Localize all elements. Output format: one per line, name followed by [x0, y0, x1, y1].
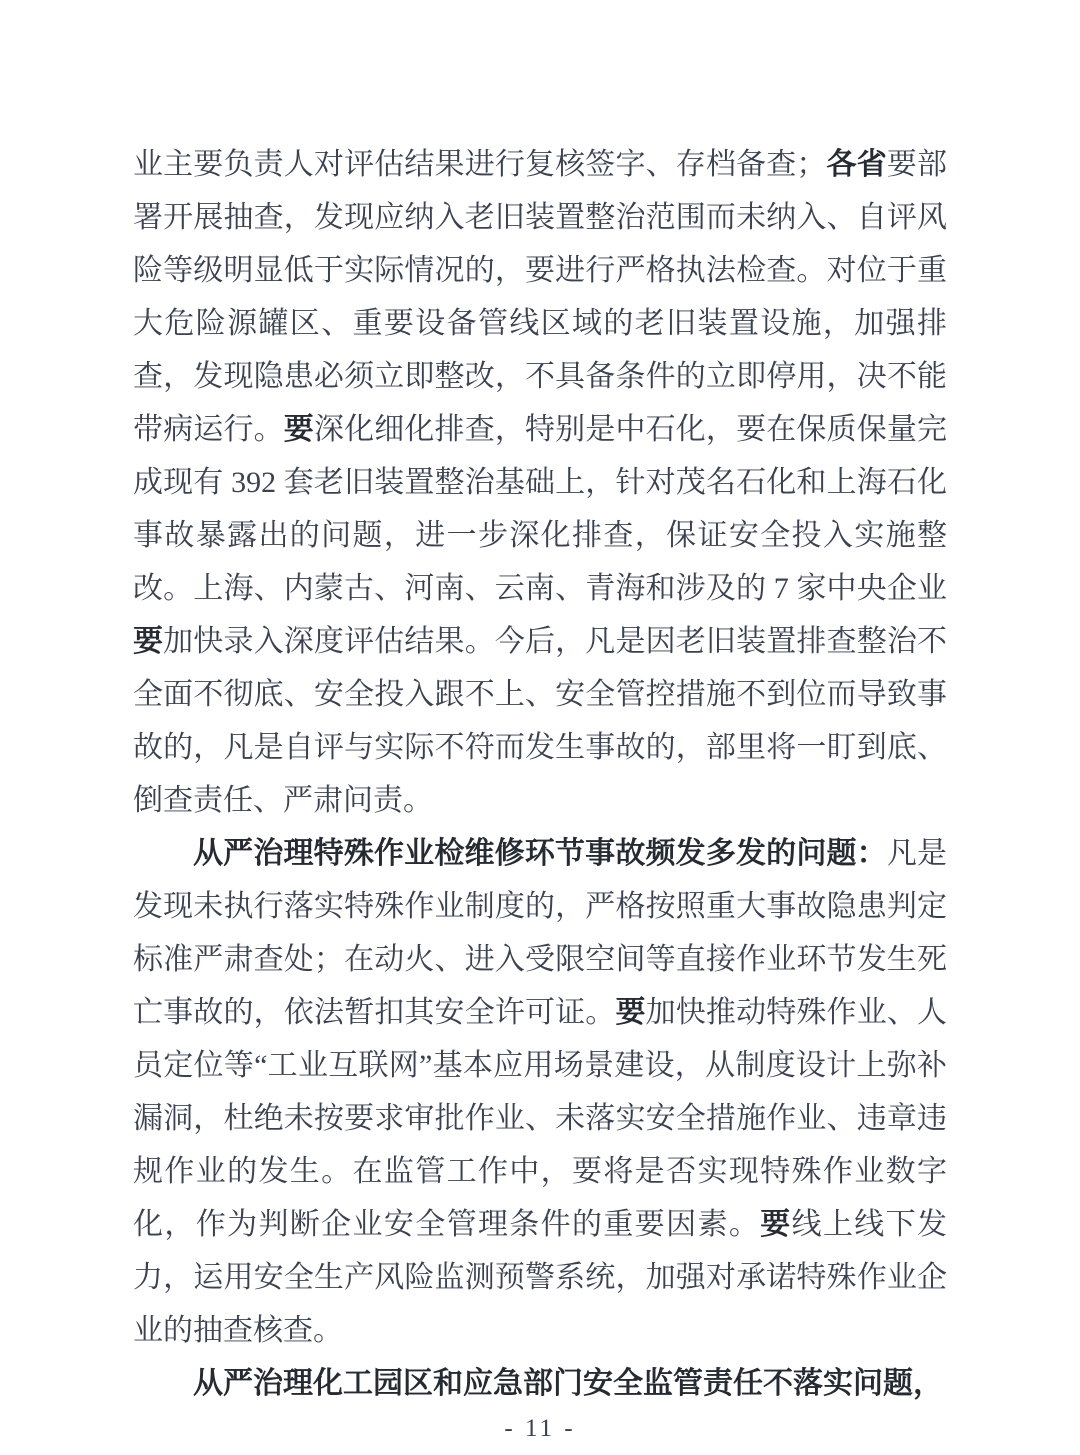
text-run: 凡是发现未执行落实特殊作业制度的，严格按照重大事故隐患判定标准严肃查处；在动火、进入受限空间等直接作业环节发生死亡事故的，依法暂扣其安全许可证。: [133, 837, 948, 1029]
text-run: 线上线下发力，运用安全生产风险监测预警系统，加强对承诺特殊作业企业的抽查核查。: [133, 1208, 948, 1347]
text-run: 加快推动特殊作业、人员定位等“工业互联网”基本应用场景建设，从制度设计上弥补漏洞，杜绝未按要求审批作业、未落实安全措施作业、违章违规作业的发生。在监管工作中，要将是否实现特殊作业数字化，作为判断企业安全管理条件的重要因素。: [133, 996, 948, 1241]
text-run-bold: 要: [133, 625, 164, 658]
text-run: 深化细化排查，特别是中石化，要在保质保量完成现有 392 套老旧装置整治基础上，针对茂名石化和上海石化事故暴露出的问题，进一步深化排查，保证安全投入实施整改。上海、内蒙古、河南、云南、青海和涉及的 7 家中央企业: [133, 413, 948, 605]
text-run-bold: 从严治理化工园区和应急部门安全监管责任不落实问题，: [193, 1367, 943, 1400]
text-run-bold: 要: [283, 413, 314, 446]
paragraph: [133, 827, 947, 1357]
text-run: 业主要负责人对评估结果进行复核签字、存档备查；: [133, 148, 827, 181]
text-run-bold: 要: [760, 1208, 792, 1241]
text-run-bold: 从严治理特殊作业检维修环节事故频发多发的问题：: [193, 837, 887, 870]
paragraph: [133, 1357, 947, 1410]
text-run-bold: 要: [615, 996, 646, 1029]
document-body: [133, 138, 947, 1410]
page-number: - 11 -: [504, 1415, 576, 1442]
text-run: 加快录入深度评估结果。今后，凡是因老旧装置排查整治不全面不彻底、安全投入跟不上、安全管控措施不到位而导致事故的，凡是自评与实际不符而发生事故的，部里将一盯到底、倒查责任、严肃问责。: [133, 625, 948, 817]
text-run-bold: 各省: [826, 148, 887, 181]
paragraph: [133, 138, 947, 827]
text-run: 要部署开展抽查，发现应纳入老旧装置整治范围而未纳入、自评风险等级明显低于实际情况的，要进行严格执法检查。对位于重大危险源罐区、重要设备管线区域的老旧装置设施，加强排查，发现隐患必须立即整改，不具备条件的立即停用，决不能带病运行。: [133, 148, 948, 446]
